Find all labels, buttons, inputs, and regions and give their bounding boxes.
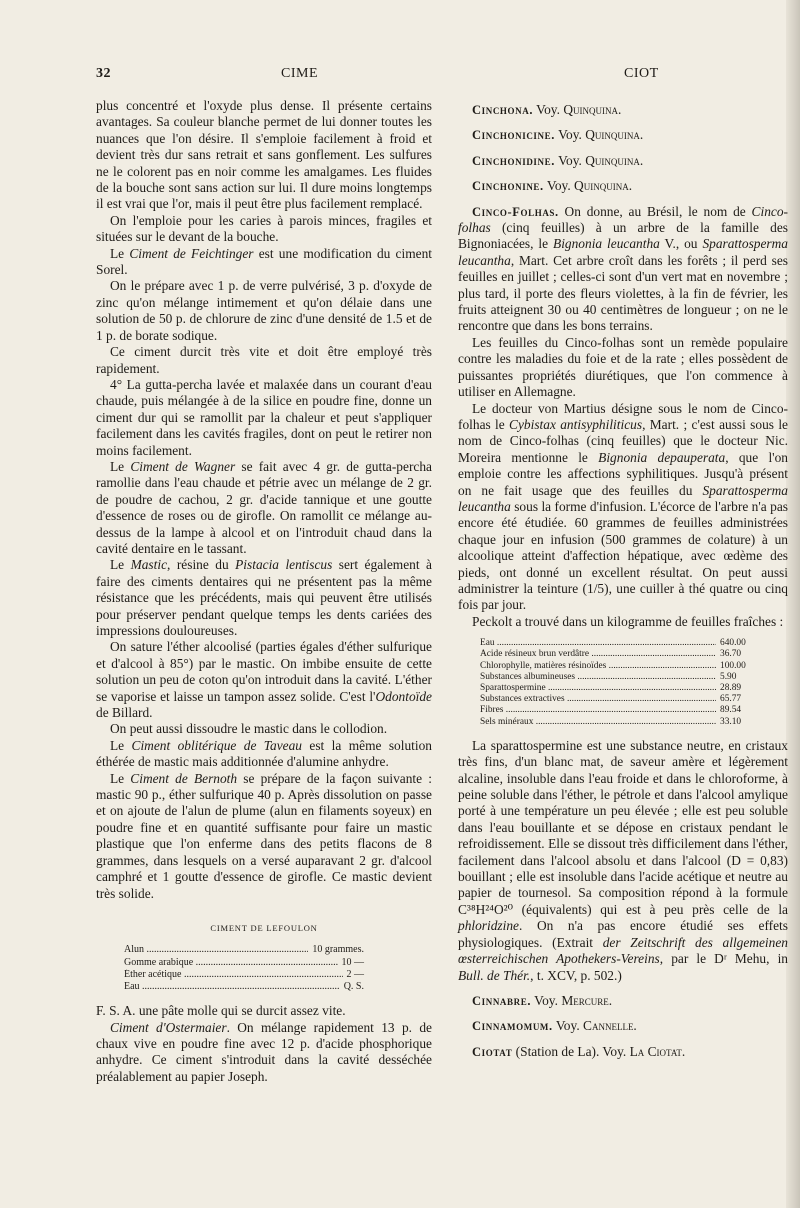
paragraph: Le docteur von Martius désigne sous le nom de Cinco-folhas le Cybistax antisyphiliticus, Mart. ; c'est aussi sous le nom de Cinco-folhas (cinq feuilles) que le docteur Nic. Moreira mentionne le Bignonia depauperata, que l'on emploie contre les affections syphilitiques. Jusqu'à présent on ne fait usage que des feuilles du Sparattosperma leucantha sous la forme d'infusion. L'écorce de l'arbre n'a pas encore été étudiée. 60 grammes de feuilles administrées chaque jour en infusion (500 grammes de colature) à un alcoolique atteint d'affection hépatique, avec œdème des pieds, ont donné un excellent résultat. On peut aussi administrer la teinture (1/5), une cuiller à thé quatre ou cinq fois par jour. [458,400,788,613]
cross-reference: Quinquina. [585,127,644,143]
right-column [458,102,788,1060]
paragraph: Les feuilles du Cinco-folhas sont un remède populaire contre les maladies du foie et de la rate ; elles possèdent de puissantes propriétés diurétiques, que l'on commence à utiliser en Allemagne. [458,334,788,400]
paragraph: On peut aussi dissoudre le mastic dans le collodion. [110,721,388,737]
cross-reference: Quinquina. [574,178,633,194]
table-row: Alun ..... 10 grammes. [124,944,364,956]
formula-table [124,944,364,993]
headword: Cinnabre. [472,993,532,1008]
paragraph: On sature l'éther alcoolisé (parties égales d'éther sulfurique et d'alcool à 85°) par le mastic. On imbibe ensuite de cette solution un peu de coton qu'on introduit dans la cavité. L'éther se vaporise et laisse un tampon assez solide. C'est l'Odontoïde de Billard. [96,639,432,721]
table-row: Gomme arabique ..... 10 — [124,957,364,969]
table-row: Fibres ..... 89.54 [480,705,766,716]
table-row: Eau ..... Q. S. [124,981,364,993]
dictionary-entry: Ciotat (Station de La). Voy. La Ciotat. [472,1043,686,1059]
dictionary-entry: Cinchona. Voy. Quinquina. [472,102,622,117]
dictionary-entry: Cinnabre. Voy. Mercure. [472,992,613,1008]
composition-table [480,638,766,728]
headword: Cinchonine. [472,179,544,194]
paragraph: La sparattospermine est une substance neutre, en cristaux très fins, d'un blanc mat, de saveur amère et légèrement alcaline, insoluble dans l'eau froide et dans le chloroforme, à peine soluble dans l'éther, le pétrole et dans l'alcool amylique porté à une température un peu élevée ; elle est peu soluble dans l'eau bouillante et se dépose en cristaux pendant le refroidissement. Elle se dissout très difficilement dans l'éther, facilement dans l'alcool absolu et dans l'alcool (D = 0,83) bouillant ; elle est insoluble dans l'acide acétique et neutre au papier de tournesol. Sa composition répond à la formule C³⁸H²⁴O²⁰ (équivalents) qui est à peu près celle de la phloridzine. On n'a pas encore étudié ses effets physiologiques. (Extrait der Zeitschrift des allgemeinen œsterreichischen Apothekers-Vereins, par le Dʳ Mehu, in Bull. de Thér., t. XCV, p. 502.) [458,737,788,983]
page-number: 32 [96,66,111,81]
cross-reference: Mercure. [561,992,613,1008]
paragraph: Le Ciment oblitérique de Taveau est la même solution éthérée de mastic mais additionnée d'alumine anhydre. [96,737,432,770]
table-row: Chlorophylle, matières résinoïdes ..... 100.00 [480,661,766,672]
paragraph: On le prépare avec 1 p. de verre pulvérisé, 3 p. d'oxyde de zinc qu'on mélange intimement et qu'on délaie dans une solution de 50 p. de chlorure de zinc d'une densité de 1.5 et de 1 p. de borate sodique. [96,278,432,343]
paragraph: F. S. A. une pâte molle qui se durcit assez vite. [96,1003,346,1019]
paragraph: Le Ciment de Wagner se fait avec 4 gr. de gutta-percha ramollie dans l'eau chaude et pétrie avec un mélange de 2 gr. de poudre de cachou, 2 gr. d'acide tannique et une goutte d'essence de roses ou de girofle. On ramollit ce mélange au-dessus de la lampe à alcool et on l'introduit chaud dans la cavité dentaire en le tassant. [96,458,432,556]
paragraph: 4° La gutta-percha lavée et malaxée dans un courant d'eau chaude, puis mélangée à de la silice en poudre fine, donne un ciment dur qui se ramollit par la chaleur et peut s'appliquer facilement dans les cavités fragiles, dont on peut le retirer non moins facilement. [96,376,432,458]
cross-reference: La Ciotat. [629,1043,686,1059]
table-row: Substances extractives ..... 65.77 [480,694,766,705]
right-running-head: CIOT [624,66,659,81]
cross-reference: Cannelle. [583,1018,637,1034]
table-row: Substances albumineuses ..... 5.90 [480,672,766,683]
dictionary-entry: Cinchonicine. Voy. Quinquina. [472,127,644,143]
left-running-head: CIME [281,66,318,81]
paragraph: Ce ciment durcit très vite et doit être employé très rapidement. [96,344,432,376]
cross-reference: Quinquina. [585,152,644,168]
left-column [96,98,432,1085]
headword: Cinchonidine. [472,153,555,168]
running-header [96,66,786,90]
paragraph: Le Mastic, résine du Pistacia lentiscus sert également à faire des ciments dentaires qui ne présentent pas la même résistance que les précédents, mais qui peuvent être utilisés pour préserver pendant quelque temps les dents cariées des impressions douloureuses. [96,557,432,638]
headword: Cinco-Folhas. [472,204,559,219]
table-title: CIMENT DE LEFOULON [210,922,318,933]
paragraph: On l'emploie pour les caries à parois minces, fragiles et situées sur le devant de la bouche. [96,212,432,245]
dictionary-entry: Cinco-Folhas. On donne, au Brésil, le nom de Cinco-folhas (cinq feuilles) à un arbre de la famille des Bignoniacées, le Bignonia leucantha V., ou Sparattosperma leucantha, Mart. Cet arbre croît dans les forêts ; il perd ses feuilles en juillet ; celles-ci sont d'un vert mat en novembre ; plus tard, il porte des fleurs violettes, à la fin de février, les fruits atteignent 30 ou 40 centimètres de longueur ; on ne le rencontre que dans les bons terrains. [458,203,788,334]
paragraph: plus concentré et l'oxyde plus dense. Il présente certains avantages. Sa couleur blanche permet de lui donner toutes les nuances que l'on désire. Il s'emploie facilement à froid et devient très dur sans retrait et sans gonflement. Les sulfures ne le colorent pas en noir comme les amalgames. Les fluides de la bouche sont sans action sur lui. Il dure moins longtemps il est vrai que l'or, mais il peut être plus facilement remplacé. [96,98,432,212]
table-row: Sparattospermine ..... 28.89 [480,683,766,694]
page-edge [786,0,800,1208]
table-row: Acide résineux brun verdâtre ..... 36.70 [480,649,766,660]
headword: Cinnamomum. [472,1019,553,1034]
paragraph: Ciment d'Ostermaier. On mélange rapidement 13 p. de chaux vive en poudre fine avec 12 p. d'acide phosphorique anhydre. Ce ciment s'introduit dans la cavité desséchée préalablement au papier Joseph. [96,1019,432,1084]
paragraph: Peckolt a trouvé dans un kilogramme de feuilles fraîches : [472,613,784,629]
table-row: Éther acétique ..... 2 — [124,969,364,981]
headword: Cinchona. [472,103,534,117]
table-row: Sels minéraux ..... 33.10 [480,717,766,728]
dictionary-entry: Cinnamomum. Voy. Cannelle. [472,1018,637,1034]
headword: Cinchonicine. [472,128,555,143]
table-row: Eau ..... 640.00 [480,638,766,649]
headword: Ciotat [472,1044,513,1059]
cross-reference: Quinquina. [563,102,622,117]
paragraph: Le Ciment de Feichtinger est une modification du ciment Sorel. [96,245,432,278]
paragraph: Le Ciment de Bernoth se prépare de la façon suivante : mastic 90 p., éther sulfurique 40 p. Après dissolution on passe et on ajoute de l'alun de plume (alun en filaments soyeux) en poudre fine et en quantité suffisante pour faire un mastic plastique que l'on enferme dans des petits flacons de 8 grammes, dans lesquels on a versé auparavant 2 gr. d'alcool camphré et 1 goutte d'essence de girofle. Ce mastic devient très solide. [96,770,432,901]
dictionary-entry: Cinchonine. Voy. Quinquina. [472,178,633,194]
dictionary-entry: Cinchonidine. Voy. Quinquina. [472,152,644,168]
